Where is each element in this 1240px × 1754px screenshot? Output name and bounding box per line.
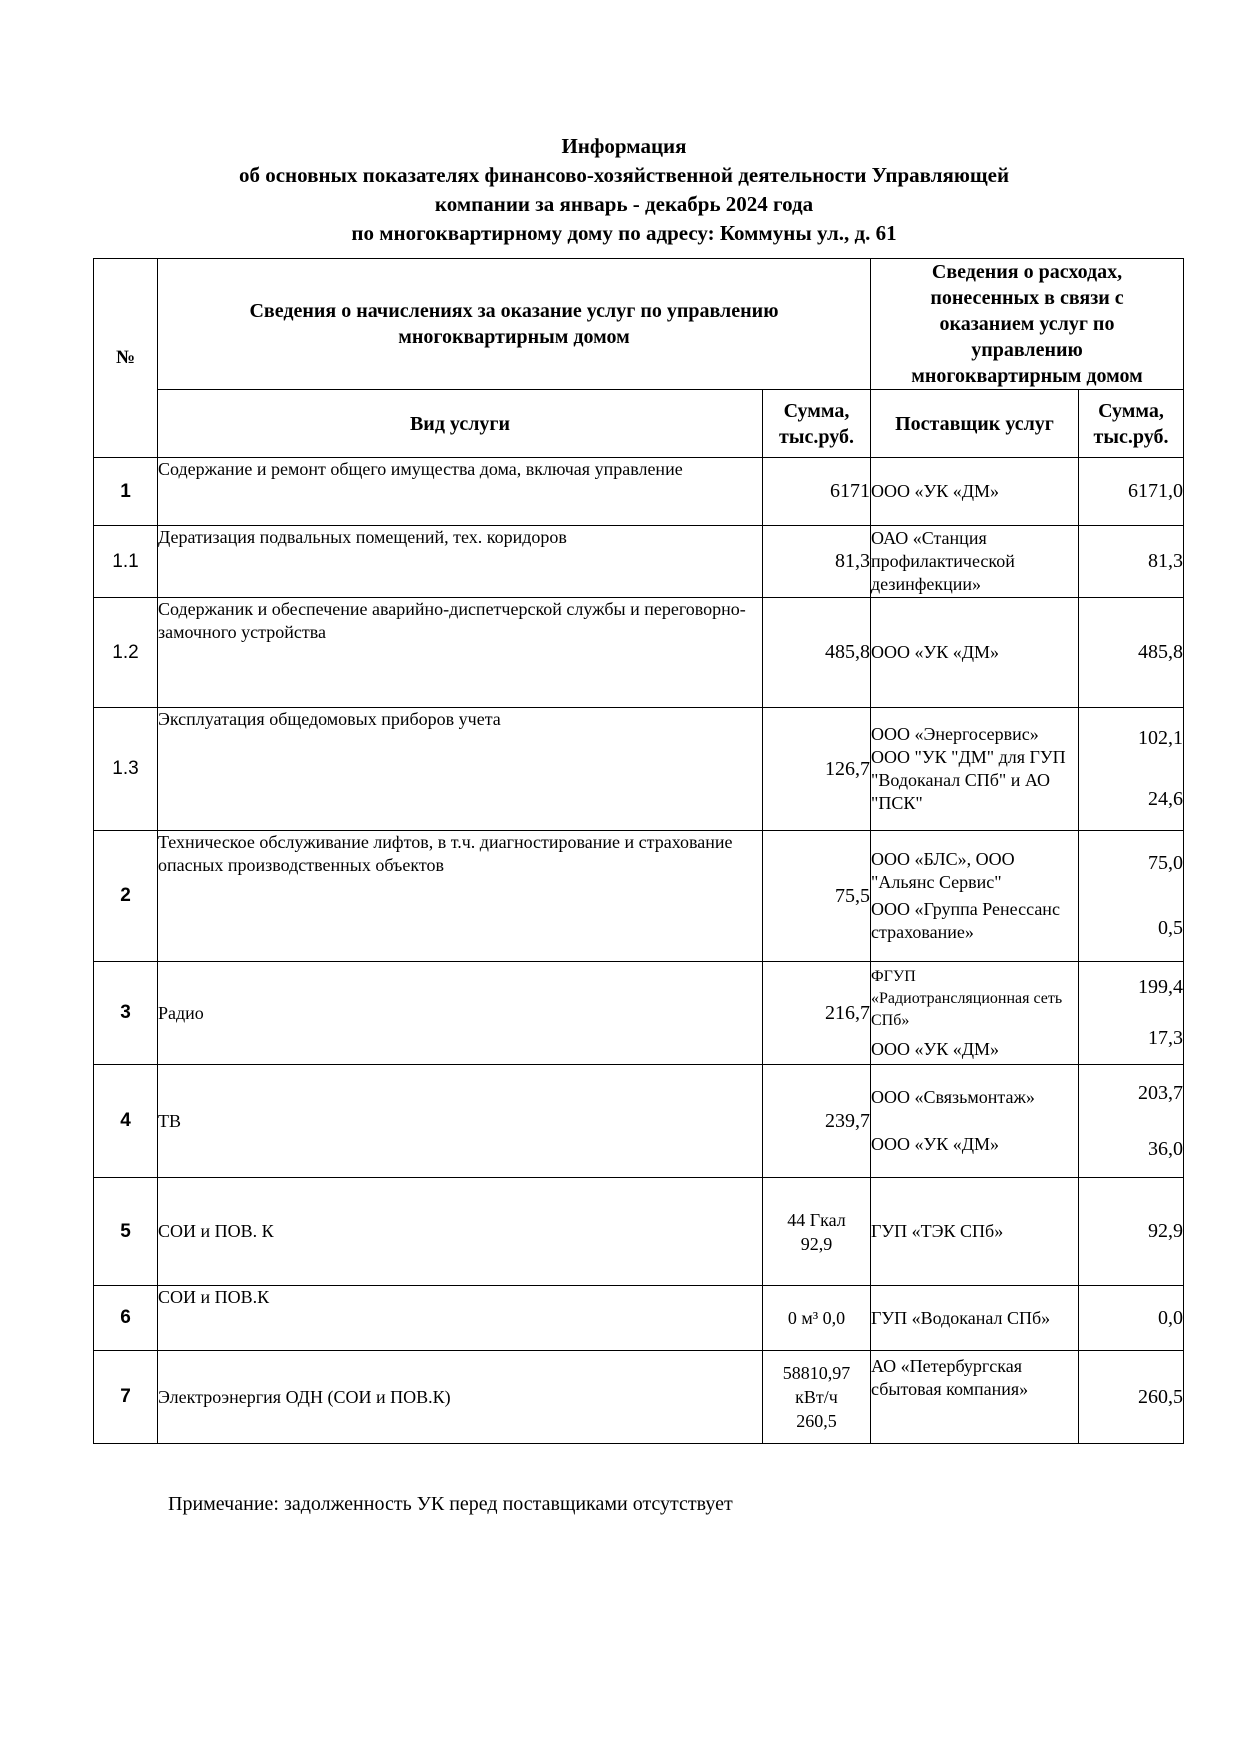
title-line-3: компании за январь - декабрь 2024 года (434, 192, 814, 216)
title-line-1: Информация (561, 134, 687, 158)
provider-name: ООО «УК «ДМ» (871, 458, 1079, 526)
service-sum: 6171 (763, 458, 871, 526)
expense-amount: 17,3 (1148, 1027, 1183, 1049)
table-row (94, 1065, 1184, 1178)
expense-amount-cell (1079, 708, 1184, 831)
expense-amount: 199,4 (1138, 976, 1183, 998)
service-name: СОИ и ПОВ. К (158, 1178, 763, 1286)
service-sum: 0 м³ 0,0 (763, 1286, 871, 1351)
row-number: 1.3 (94, 708, 158, 831)
provider-name: ООО «УК «ДМ» (871, 1038, 1000, 1059)
expense-amount: 92,9 (1079, 1178, 1184, 1286)
header-provider: Поставщик услуг (871, 390, 1079, 458)
expense-amount: 485,8 (1079, 598, 1184, 708)
table-row (94, 1351, 1184, 1444)
expense-amount-cell (1079, 962, 1184, 1065)
expense-amount: 36,0 (1148, 1137, 1183, 1160)
expense-amount-cell (1079, 1065, 1184, 1178)
provider-name: ООО «Связьмонтаж» (871, 1087, 1035, 1107)
title-line-4: по многоквартирному дому по адресу: Коммуны ул., д. 61 (351, 221, 897, 245)
header-number: № (94, 259, 158, 458)
provider-name: ГУП «Водоканал СПб» (871, 1286, 1079, 1351)
service-name: Электроэнергия ОДН (СОИ и ПОВ.К) (158, 1351, 763, 1444)
service-sum-quantity: 58810,97 (782, 1363, 851, 1383)
service-sum: 216,7 (763, 962, 871, 1065)
table-row (94, 526, 1184, 598)
row-number: 6 (94, 1286, 158, 1351)
service-sum: 126,7 (763, 708, 871, 831)
service-name: Содержаник и обеспечение аварийно-диспетчерской службы и переговорно-замочного устройства (158, 598, 763, 708)
row-number: 1 (94, 458, 158, 526)
provider-name: ОАО «Станция профилактической дезинфекции» (871, 526, 1079, 598)
table-row (94, 708, 1184, 831)
row-number: 1.2 (94, 598, 158, 708)
provider-cell (871, 708, 1079, 831)
service-name: Радио (158, 962, 763, 1065)
provider-cell (871, 962, 1079, 1065)
provider-cell (871, 1065, 1079, 1178)
footnote: Примечание: задолженность УК перед поставщиками отсутствует (168, 1493, 733, 1515)
service-sum: 485,8 (763, 598, 871, 708)
service-sum: 92,9 (800, 1233, 833, 1254)
table-row (94, 598, 1184, 708)
expense-amount: 0,0 (1079, 1286, 1184, 1351)
provider-name: ООО «Энергосервис» (871, 724, 1039, 744)
service-sum: 260,5 (796, 1411, 837, 1431)
expense-amount: 24,6 (1148, 788, 1183, 810)
provider-name: АО «Петербургская сбытовая компания» (871, 1351, 1079, 1444)
row-number: 5 (94, 1178, 158, 1286)
header-sum-expenses: Сумма, тыс.руб. (1079, 390, 1184, 458)
table-row (94, 458, 1184, 526)
financial-report-table (93, 258, 1184, 1444)
expense-amount-cell (1079, 831, 1184, 962)
service-name: Дератизация подвальных помещений, тех. коридоров (158, 526, 763, 598)
provider-name: ФГУП «Радиотрансляционная сеть СПб» (871, 967, 1063, 1029)
document-title (94, 132, 1154, 248)
header-row-2 (94, 390, 1184, 458)
provider-name: ООО «Группа Ренессанс страхование» (871, 899, 1060, 942)
service-name: ТВ (158, 1065, 763, 1178)
expense-amount: 260,5 (1079, 1351, 1184, 1444)
table-row (94, 831, 1184, 962)
provider-name: ООО «БЛС», ООО "Альянс Сервис" (871, 849, 1015, 892)
service-sum-quantity: 44 Гкал (787, 1209, 846, 1230)
service-name: Содержание и ремонт общего имущества дома, включая управление (158, 458, 763, 526)
row-number: 3 (94, 962, 158, 1065)
service-sum: 239,7 (763, 1065, 871, 1178)
provider-name: ООО "УК "ДМ" для ГУП "Водоканал СПб" и АО "ПСК" (871, 747, 1066, 813)
row-number: 1.1 (94, 526, 158, 598)
service-sum-cell (763, 1178, 871, 1286)
table-row (94, 1178, 1184, 1286)
service-sum-unit: кВт/ч (795, 1387, 838, 1407)
expense-amount: 6171,0 (1079, 458, 1184, 526)
header-accruals: Сведения о начислениях за оказание услуг по управлению многоквартирным домом (158, 259, 871, 390)
service-name: Техническое обслуживание лифтов, в т.ч. диагностирование и страхование опасных производственных объектов (158, 831, 763, 962)
service-sum: 75,5 (763, 831, 871, 962)
table-row (94, 962, 1184, 1065)
expense-amount: 0,5 (1158, 917, 1183, 939)
provider-name: ООО «УК «ДМ» (871, 598, 1079, 708)
header-service: Вид услуги (158, 390, 763, 458)
row-number: 7 (94, 1351, 158, 1444)
service-name: СОИ и ПОВ.К (158, 1286, 763, 1351)
header-expenses: Сведения о расходах, понесенных в связи с оказанием услуг по управлению многоквартирным домом (871, 259, 1184, 390)
service-name: Эксплуатация общедомовых приборов учета (158, 708, 763, 831)
header-row-1 (94, 259, 1184, 390)
provider-name: ГУП «ТЭК СПб» (871, 1178, 1079, 1286)
expense-amount: 81,3 (1079, 526, 1184, 598)
expense-amount: 203,7 (1138, 1081, 1183, 1104)
service-sum: 81,3 (763, 526, 871, 598)
service-sum-cell (763, 1351, 871, 1444)
header-sum: Сумма, тыс.руб. (763, 390, 871, 458)
expense-amount: 75,0 (1148, 852, 1183, 874)
expense-amount: 102,1 (1138, 727, 1183, 749)
provider-name: ООО «УК «ДМ» (871, 1134, 1000, 1154)
title-line-2: об основных показателях финансово-хозяйственной деятельности Управляющей (238, 163, 1010, 187)
row-number: 4 (94, 1065, 158, 1178)
row-number: 2 (94, 831, 158, 962)
provider-cell (871, 831, 1079, 962)
table-row (94, 1286, 1184, 1351)
